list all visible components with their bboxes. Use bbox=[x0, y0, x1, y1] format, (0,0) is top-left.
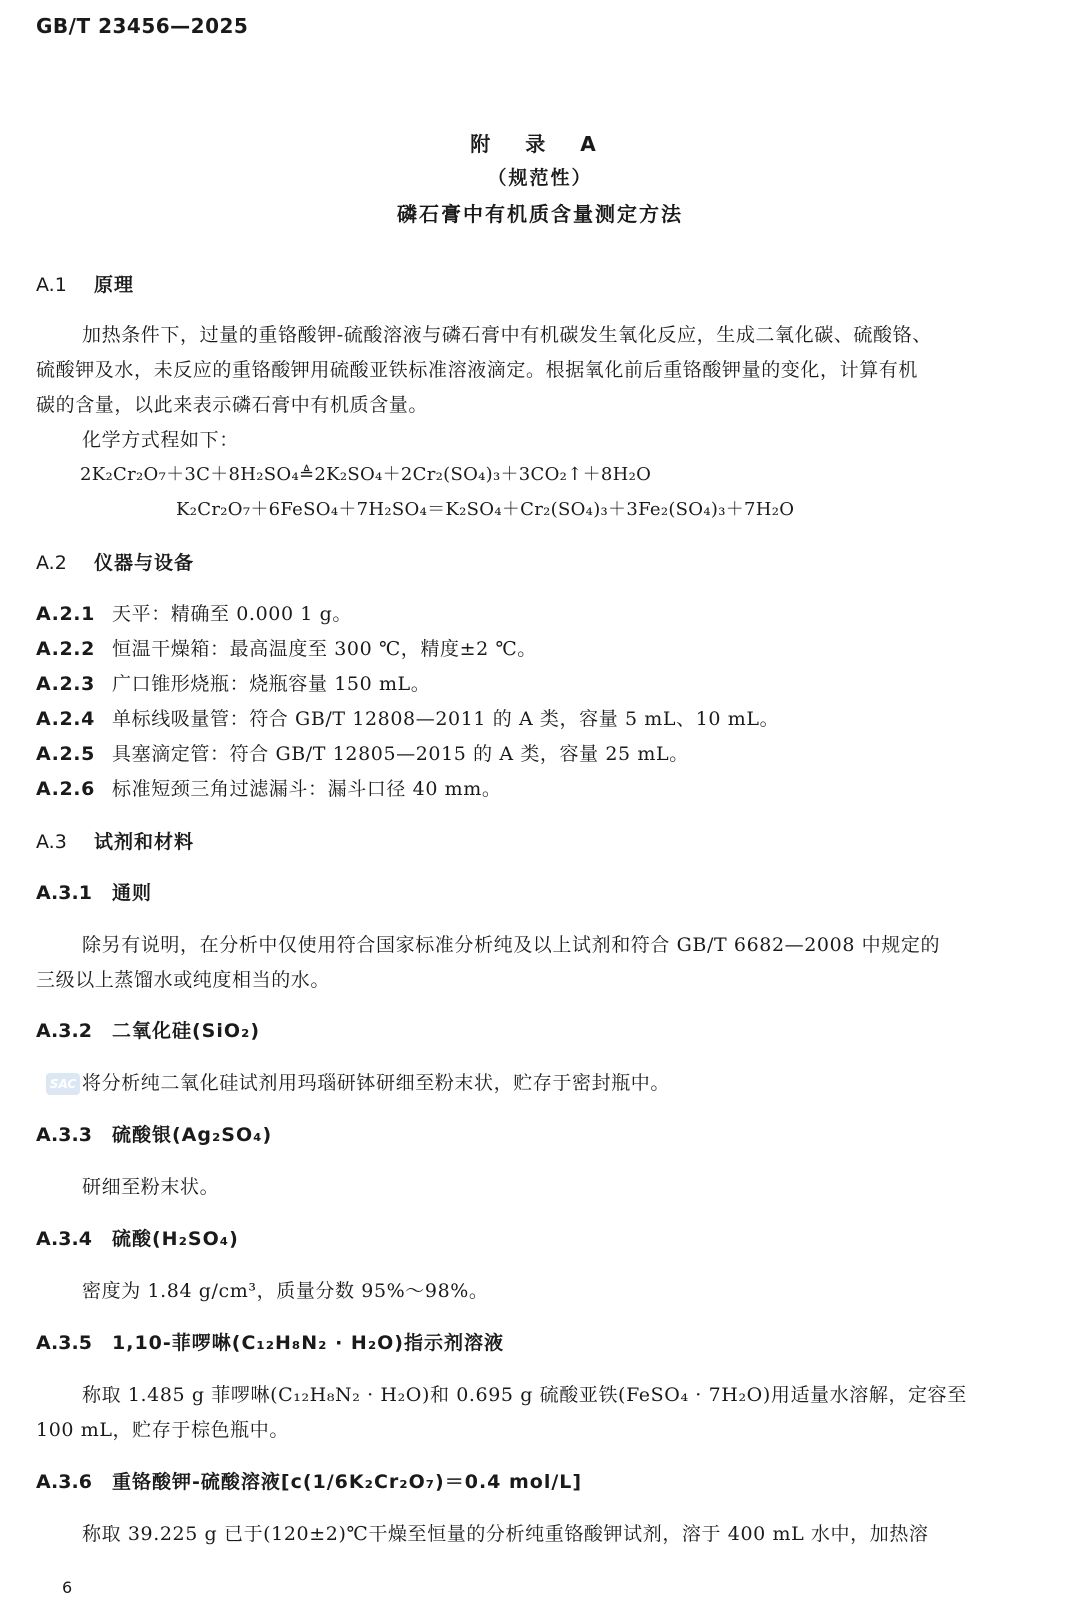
appendix-type: （规范性） bbox=[487, 167, 593, 189]
section-a3-heading bbox=[36, 827, 194, 854]
item-number: A.2.6 bbox=[36, 778, 95, 800]
section-title: 试剂和材料 bbox=[94, 831, 195, 853]
paragraph-line: 硫酸钾及水，未反应的重铬酸钾用硫酸亚铁标准溶液滴定。根据氧化前后重铬酸钾量的变化，计算有机 bbox=[36, 359, 919, 381]
subsection-title: 二氧化硅(SiO₂) bbox=[112, 1020, 261, 1042]
subsection-title: 重铬酸钾-硫酸溶液[c(1/6K₂Cr₂O₇)＝0.4 mol/L] bbox=[112, 1471, 583, 1493]
list-item bbox=[36, 774, 502, 801]
list-item bbox=[36, 669, 430, 696]
section-a2-heading bbox=[36, 548, 194, 575]
paragraph-line: 密度为 1.84 g/cm³，质量分数 95%～98%。 bbox=[82, 1280, 489, 1302]
paragraph-line: 研细至粉末状。 bbox=[82, 1176, 220, 1198]
item-text: 标准短颈三角过滤漏斗：漏斗口径 40 mm。 bbox=[112, 778, 502, 800]
subsection-a32-heading bbox=[36, 1016, 260, 1043]
paragraph-line: 100 mL，贮存于棕色瓶中。 bbox=[36, 1419, 289, 1441]
item-text: 广口锥形烧瓶：烧瓶容量 150 mL。 bbox=[112, 673, 431, 695]
section-number: A.3 bbox=[36, 831, 67, 853]
item-text: 恒温干燥箱：最高温度至 300 ℃，精度±2 ℃。 bbox=[112, 638, 537, 660]
subsection-number: A.3.2 bbox=[36, 1020, 92, 1042]
subsection-a33-heading bbox=[36, 1120, 272, 1147]
equation-intro: 化学方式程如下： bbox=[82, 429, 239, 451]
subsection-number: A.3.4 bbox=[36, 1228, 92, 1250]
paragraph-line: 称取 1.485 g 菲啰啉(C₁₂H₈N₂ · H₂O)和 0.695 g 硫酸亚铁(FeSO₄ · 7H₂O)用适量水溶解，定容至 bbox=[82, 1384, 967, 1406]
subsection-title: 硫酸(H₂SO₄) bbox=[112, 1228, 239, 1250]
section-number: A.2 bbox=[36, 552, 67, 574]
section-title: 仪器与设备 bbox=[94, 552, 195, 574]
subsection-number: A.3.5 bbox=[36, 1332, 92, 1354]
item-number: A.2.3 bbox=[36, 673, 95, 695]
chemical-equation-1: 2K₂Cr₂O₇＋3C＋8H₂SO₄≜2K₂SO₄＋2Cr₂(SO₄)₃＋3CO₂↑＋8H₂O bbox=[80, 464, 652, 485]
paragraph-line: 碳的含量，以此来表示磷石膏中有机质含量。 bbox=[36, 394, 429, 416]
list-item bbox=[36, 704, 779, 731]
subsection-a34-heading bbox=[36, 1224, 239, 1251]
paragraph-line: 称取 39.225 g 已于(120±2)℃干燥至恒量的分析纯重铬酸钾试剂，溶于 400 mL 水中，加热溶 bbox=[82, 1523, 929, 1545]
paragraph-line: 将分析纯二氧化硅试剂用玛瑙研钵研细至粉末状，贮存于密封瓶中。 bbox=[82, 1072, 671, 1094]
section-a1-heading bbox=[36, 270, 134, 297]
subsection-title: 硫酸银(Ag₂SO₄) bbox=[112, 1124, 273, 1146]
chemical-equation-2: K₂Cr₂O₇＋6FeSO₄＋7H₂SO₄＝K₂SO₄＋Cr₂(SO₄)₃＋3Fe₂(SO₄)₃＋7H₂O bbox=[176, 499, 795, 520]
list-item bbox=[36, 599, 352, 626]
section-title: 原理 bbox=[94, 274, 135, 296]
item-number: A.2.5 bbox=[36, 743, 95, 765]
item-number: A.2.1 bbox=[36, 603, 95, 625]
subsection-a31-heading bbox=[36, 878, 152, 905]
item-text: 天平：精确至 0.000 1 g。 bbox=[112, 603, 352, 625]
sac-watermark-logo: SAC bbox=[46, 1073, 80, 1095]
section-number: A.1 bbox=[36, 274, 67, 296]
paragraph-line: 除另有说明，在分析中仅使用符合国家标准分析纯及以上试剂和符合 GB/T 6682—2008 中规定的 bbox=[82, 934, 941, 956]
standard-code: GB/T 23456—2025 bbox=[36, 14, 249, 38]
appendix-name: 磷石膏中有机质含量测定方法 bbox=[397, 202, 683, 226]
paragraph-line: 三级以上蒸馏水或纯度相当的水。 bbox=[36, 969, 331, 991]
list-item bbox=[36, 739, 689, 766]
subsection-title: 1,10-菲啰啉(C₁₂H₈N₂ · H₂O)指示剂溶液 bbox=[112, 1332, 504, 1354]
subsection-number: A.3.6 bbox=[36, 1471, 92, 1493]
subsection-number: A.3.3 bbox=[36, 1124, 92, 1146]
paragraph-line: 加热条件下，过量的重铬酸钾-硫酸溶液与磷石膏中有机碳发生氧化反应，生成二氧化碳、硫酸铬、 bbox=[82, 324, 932, 346]
page-number: 6 bbox=[62, 1578, 73, 1597]
subsection-number: A.3.1 bbox=[36, 882, 92, 904]
item-text: 具塞滴定管：符合 GB/T 12805—2015 的 A 类，容量 25 mL。 bbox=[112, 743, 689, 765]
subsection-title: 通则 bbox=[112, 882, 153, 904]
subsection-a36-heading bbox=[36, 1467, 582, 1494]
item-number: A.2.4 bbox=[36, 708, 95, 730]
item-number: A.2.2 bbox=[36, 638, 95, 660]
list-item bbox=[36, 634, 537, 661]
subsection-a35-heading bbox=[36, 1328, 504, 1355]
item-text: 单标线吸量管：符合 GB/T 12808—2011 的 A 类，容量 5 mL、10 mL。 bbox=[112, 708, 780, 730]
appendix-title: 附 录 A bbox=[470, 132, 610, 156]
